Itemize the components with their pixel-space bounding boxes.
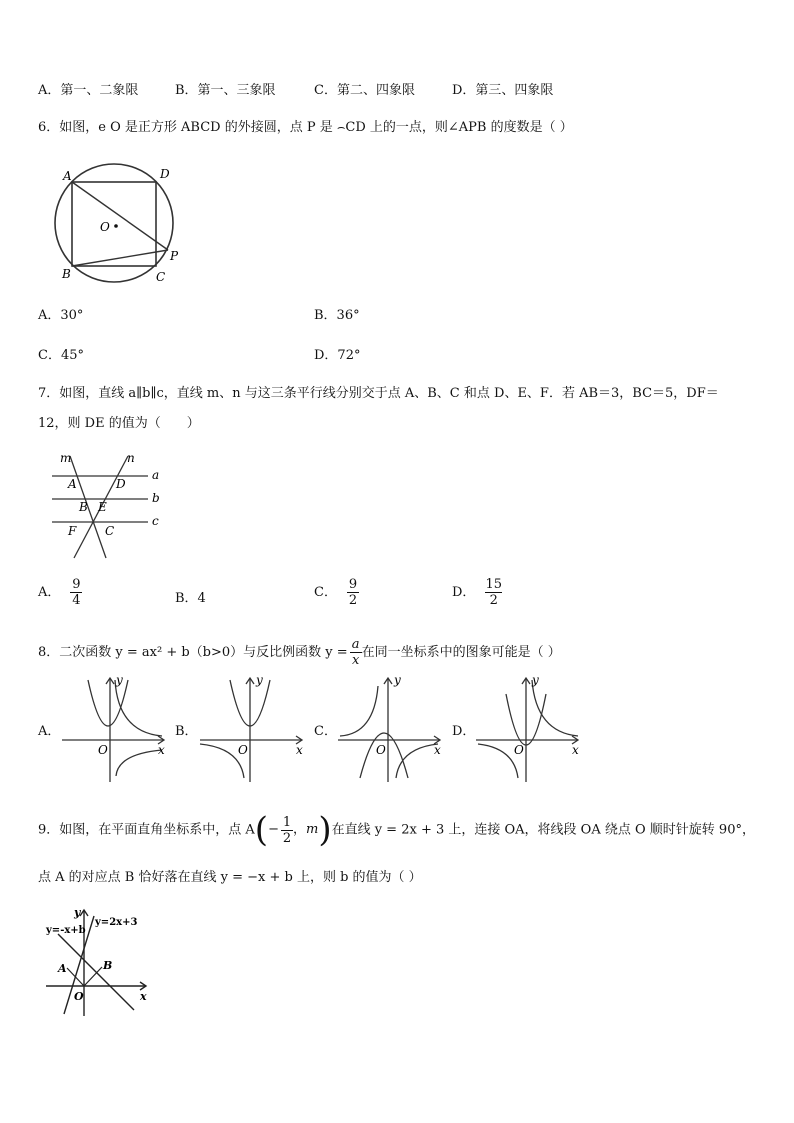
label-c: C xyxy=(156,270,166,284)
q9-stem-line1: 9．如图，在平面直角坐标系中，点 A ( − $\frac{1}{2}$ ， m ) 在直线 y = 2x + 3 上，连接 OA，将线段 OA 绕点 O 顺时针旋转 90°， xyxy=(38,810,755,850)
q5-option-a: A．第一、二象限 xyxy=(38,83,139,98)
origin-label: O xyxy=(238,743,248,757)
q7-figure xyxy=(48,448,178,573)
label-line-2x-3: y=2x+3 xyxy=(95,917,138,928)
label-d: D xyxy=(160,167,170,181)
axis-label-y: y xyxy=(256,673,263,687)
segment-oa xyxy=(67,968,84,986)
axis-label-x: x xyxy=(434,743,441,757)
hyperbola-q4 xyxy=(396,744,438,778)
label-n: n xyxy=(127,451,135,465)
q5-option-c: C．第二、四象限 xyxy=(314,83,415,98)
label-line-a: a xyxy=(152,468,160,482)
label-B: B xyxy=(79,500,88,514)
segment-bp xyxy=(72,250,168,266)
label-a: A xyxy=(63,169,72,183)
center-dot xyxy=(114,224,118,228)
label-F: F xyxy=(68,524,77,538)
hyperbola-q3 xyxy=(82,684,100,724)
origin-label: O xyxy=(514,743,524,757)
q8-stem: 8．二次函数 y = ax² + b（b>0）与反比例函数 y = $\frac{a}{x}$ 在同一坐标系中的图象可能是（ ） xyxy=(38,637,561,668)
q6-stem: 6．如图，e O 是正方形 ABCD 的外接圆，点 P 是 ⌢CD 上的一点，则∠APB 的度数是（ ） xyxy=(38,120,573,135)
label-point-a: A xyxy=(58,962,67,975)
hyperbola-q1 xyxy=(115,680,162,736)
axis-label-y: y xyxy=(532,673,539,687)
label-line-c: c xyxy=(152,514,159,528)
axis-label-y: y xyxy=(116,673,123,687)
label-o: O xyxy=(100,220,110,234)
q6-option-a: A．30° xyxy=(38,308,84,323)
q8-option-b: B． xyxy=(175,724,198,739)
q7-option-d: D． $\frac{15}{2}$ xyxy=(452,577,502,608)
label-D: D xyxy=(116,477,126,491)
q7-stem-line1: 7．如图，直线 a∥b∥c，直线 m、n 与这三条平行线分别交于点 A、B、C 和点 D、E、F．若 AB＝3，BC＝5，DF＝ xyxy=(38,386,719,401)
q9-stem-line2: 点 A 的对应点 B 恰好落在直线 y = −x + b 上，则 b 的值为（ ） xyxy=(38,870,422,885)
q7-stem-line2: 12，则 DE 的值为（ ） xyxy=(38,416,200,431)
label-A: A xyxy=(68,477,77,491)
q6-option-b: B．36° xyxy=(314,308,360,323)
q7-option-a: A． $\frac{9}{4}$ xyxy=(38,577,81,608)
hyperbola-q4 xyxy=(116,750,162,776)
q6-figure xyxy=(50,160,190,290)
label-point-b: B xyxy=(103,959,113,972)
q8-graph-b xyxy=(198,672,310,784)
q9-figure xyxy=(42,904,154,1020)
point-a-coordinates: ( − $\frac{1}{2}$ ， m ) xyxy=(254,810,332,850)
label-p: P xyxy=(170,249,179,263)
hyperbola-q3 xyxy=(478,744,518,778)
origin-label: O xyxy=(376,743,386,757)
label-b: B xyxy=(62,267,71,281)
q5-option-b: B．第一、三象限 xyxy=(175,83,276,98)
hyperbola-q2 xyxy=(340,686,378,736)
segment-ap xyxy=(72,182,168,250)
axis-label-x: x xyxy=(158,743,165,757)
q6-option-c: C．45° xyxy=(38,348,84,363)
axis-label-x: x xyxy=(296,743,303,757)
origin-label: O xyxy=(98,743,108,757)
q8-graph-d xyxy=(474,672,586,784)
label-line-b: b xyxy=(152,491,160,505)
axis-label-y: y xyxy=(394,673,401,687)
hyperbola-q1 xyxy=(532,680,578,736)
q8-option-d: D． xyxy=(452,724,476,739)
q7-option-c: C． $\frac{9}{2}$ xyxy=(314,577,358,608)
q8-graph-a xyxy=(60,672,172,784)
label-C: C xyxy=(105,524,115,538)
label-m: m xyxy=(60,451,72,465)
label-E: E xyxy=(98,500,107,514)
origin-label: O xyxy=(74,990,84,1003)
q5-option-d: D．第三、四象限 xyxy=(452,83,554,98)
q8-graph-c xyxy=(336,672,448,784)
label-line-neg-x-b: y=-x+b xyxy=(46,925,86,936)
q8-option-c: C． xyxy=(314,724,337,739)
q7-option-b: B．4 xyxy=(175,591,206,606)
q8-option-a: A． xyxy=(38,724,61,739)
axis-label-y: y xyxy=(74,906,81,919)
axis-label-x: x xyxy=(140,990,147,1003)
q6-option-d: D．72° xyxy=(314,348,361,363)
axis-label-x: x xyxy=(572,743,579,757)
